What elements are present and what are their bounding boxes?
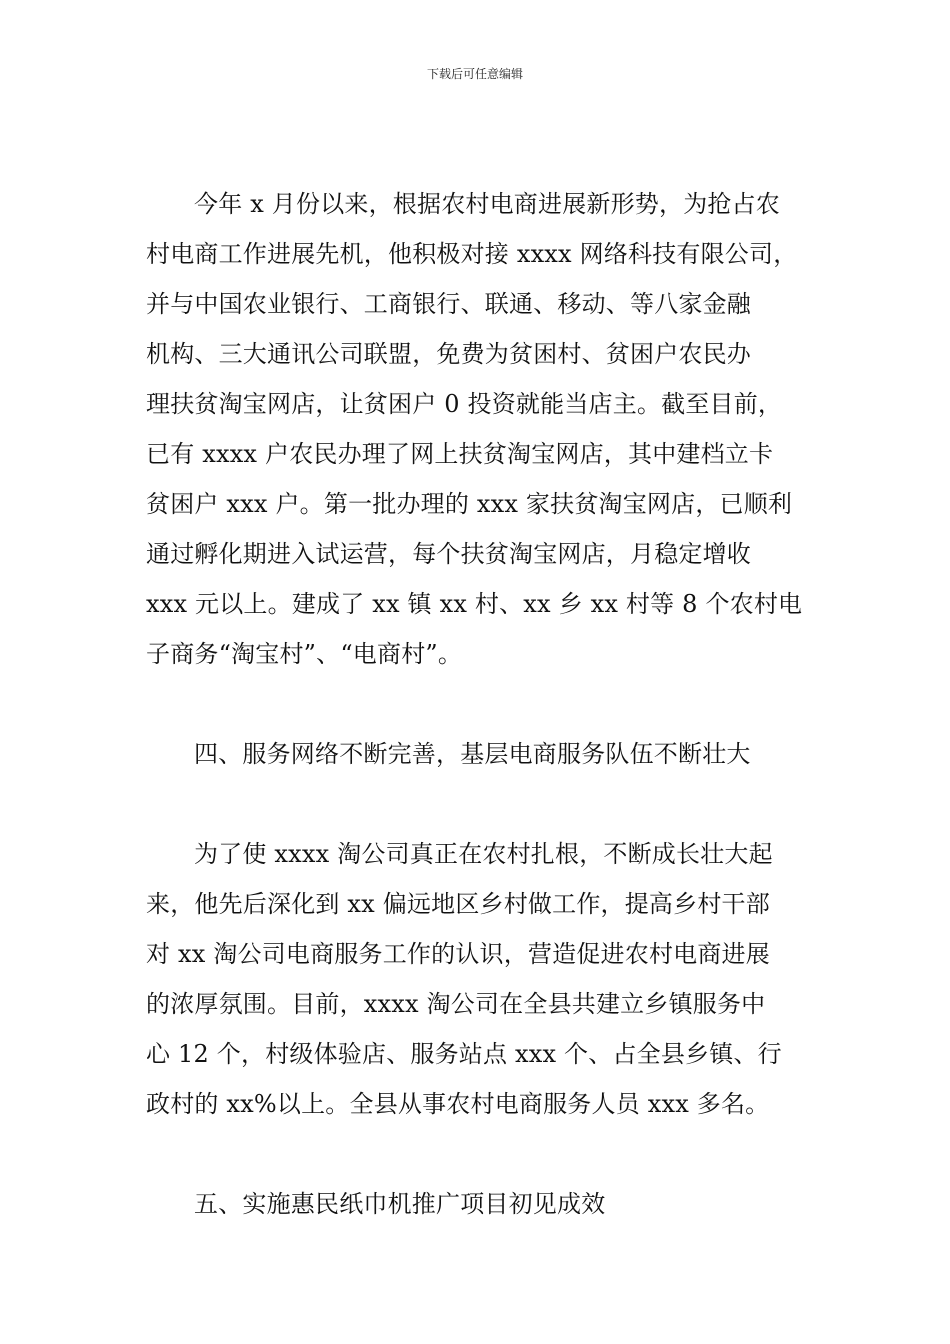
paragraph-line: 来，他先后深化到 xx 偏远地区乡村做工作，提高乡村干部 — [146, 890, 770, 918]
blank-line — [146, 1129, 821, 1179]
paragraph-line: 并与中国农业银行、工商银行、联通、移动、等八家金融 — [146, 290, 751, 318]
document-body — [146, 179, 821, 1229]
paragraph-line: 通过孵化期进入试运营，每个扶贫淘宝网店，月稳定增收 — [146, 540, 751, 568]
paragraph-line: 理扶贫淘宝网店，让贫困户 0 投资就能当店主。截至目前， — [146, 390, 783, 418]
paragraph-line: 子商务“淘宝村”、“电商村”。 — [146, 640, 463, 668]
paragraph — [146, 829, 821, 1129]
paragraph-line: 的浓厚氛围。目前，xxxx 淘公司在全县共建立乡镇服务中 — [146, 990, 766, 1018]
blank-line — [146, 779, 821, 829]
paragraph-line: 政村的 xx%以上。全县从事农村电商服务人员 xxx 多名。 — [146, 1090, 770, 1118]
section-heading-4: 四、服务网络不断完善，基层电商服务队伍不断壮大 — [194, 740, 751, 768]
page-header: 下载后可任意编辑 — [426, 67, 523, 81]
paragraph-line: 心 12 个，村级体验店、服务站点 xxx 个、占全县乡镇、行 — [146, 1040, 782, 1068]
paragraph-line: 对 xx 淘公司电商服务工作的认识，营造促进农村电商进展 — [146, 940, 770, 968]
paragraph-line: 已有 xxxx 户农民办理了网上扶贫淘宝网店，其中建档立卡 — [146, 440, 774, 468]
paragraph — [146, 179, 821, 679]
paragraph-line: 为了使 xxxx 淘公司真正在农村扎根，不断成长壮大起 — [194, 840, 773, 868]
paragraph-line: 村电商工作进展先机，他积极对接 xxxx 网络科技有限公司， — [146, 240, 798, 268]
section-heading-5: 五、实施惠民纸巾机推广项目初见成效 — [194, 1190, 606, 1218]
paragraph-line: 贫困户 xxx 户。第一批办理的 xxx 家扶贫淘宝网店，已顺利 — [146, 490, 793, 518]
blank-line — [146, 679, 821, 729]
paragraph-line: 今年 x 月份以来，根据农村电商进展新形势，为抢占农 — [194, 190, 780, 218]
paragraph-line: 机构、三大通讯公司联盟，免费为贫困村、贫困户农民办 — [146, 340, 751, 368]
paragraph-line: xxx 元以上。建成了 xx 镇 xx 村、xx 乡 xx 村等 8 个农村电 — [146, 590, 803, 618]
